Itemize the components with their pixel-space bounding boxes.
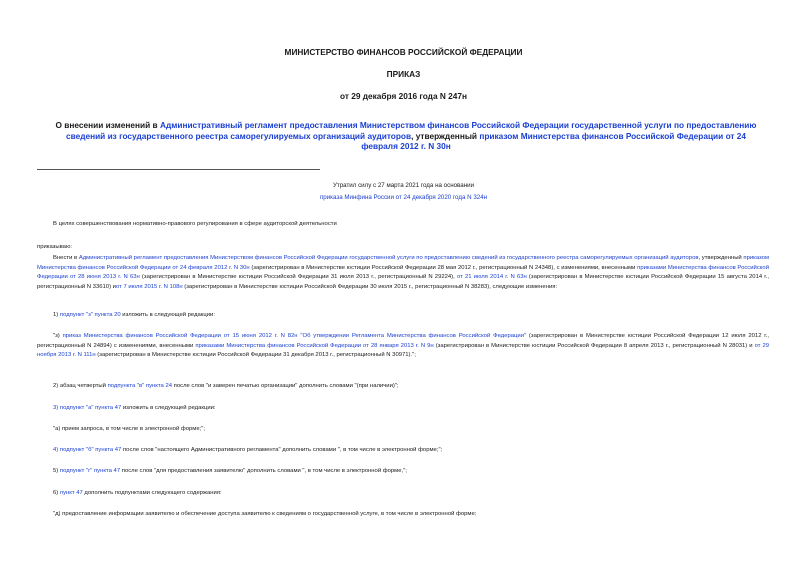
item-5-link[interactable]: подпункт "г" пункта 47: [59, 468, 121, 474]
order-word: приказываю:: [37, 244, 73, 250]
main-text: (зарегистрирован в Министерстве юстиции Российской Федерации 30 июля 2015 г., регистрационный N 38283), следующие изменения:: [182, 283, 558, 290]
item-1: [37, 311, 769, 321]
subject-order-link[interactable]: приказом Министерства финансов Российской Федерации от 24 февраля 2012 г. N 30н: [361, 130, 747, 151]
order-82n-link[interactable]: приказ Министерства финансов Российской Федерации от 15 июня 2012 г. N 82н "Об утверждении Регламента Министерства финансов Российской Федерации": [62, 333, 527, 339]
item-text: после слов "настоящего Административного регламента" дополнить словами ", в том числе в электронной форме;";: [121, 447, 443, 453]
document-subject: [52, 120, 760, 152]
item-text: изложить в следующей редакции:: [120, 312, 215, 318]
main-text: , утвержденный: [698, 255, 744, 261]
item-1-link[interactable]: подпункт "з" пункта 20: [59, 312, 121, 318]
item-text: после слов "и заверен печатью организации" дополнить словами "(при наличии)";: [172, 383, 399, 389]
item-text: 2) абзац четвертый: [53, 383, 108, 389]
item-number: 1): [53, 312, 60, 318]
quote-a-paragraph: "а) прием запроса, в том числе в электронной форме;";: [53, 426, 205, 432]
quote-text: "з): [53, 333, 63, 339]
item-3: [37, 404, 769, 414]
order-108n-link[interactable]: от 7 июля 2015 г. N 108н: [115, 283, 183, 290]
quote-z-paragraph: [37, 332, 769, 361]
item-2: [37, 382, 769, 392]
quote-d-paragraph: "д) предоставление информации заявителю и обеспечение доступа заявителю к сведениям о государственной услуге, в том числе в электронной форме;: [53, 511, 477, 517]
main-text: (зарегистрирован в Министерстве юстиции Российской Федерации 28 мая 2012 г., регистрационный N 24348), с изменениями, внесенными: [249, 264, 638, 271]
item-number: 5): [53, 468, 60, 474]
item-2-link[interactable]: подпункта "в" пункта 24: [107, 383, 173, 389]
subject-prefix: О внесении изменений в: [55, 120, 160, 130]
subject-middle: , утвержденный: [411, 130, 480, 141]
document-type: ПРИКАЗ: [386, 69, 421, 79]
quote-text: (зарегистрирован в Министерстве юстиции Российской Федерации 8 апреля 2013 г., регистрационный N 28031) и: [433, 342, 755, 349]
subject-regulation-link[interactable]: Административный регламент предоставления Министерством финансов Российской Федерации государственной услуги по предоставлению сведений из государственного реестра саморегулируемых организаций аудиторов: [65, 120, 757, 141]
order-111n-link[interactable]: от 29 ноября 2013 г. N 111н: [37, 342, 769, 359]
order-30n-link[interactable]: приказом Министерства финансов Российской Федерации от 24 февраля 2012 г. N 30н: [37, 255, 770, 271]
item-text: дополнить подпунктами следующего содержания:: [82, 490, 222, 496]
regulation-link[interactable]: Административный регламент предоставления Министерством финансов Российской Федерации государственной услуги по предоставлению сведений из государственного реестра саморегулируемых организаций аудиторов: [78, 255, 699, 261]
expiration-note: [0, 180, 807, 204]
item-4-link[interactable]: 4) подпункт "б" пункта 47: [53, 447, 122, 453]
main-text: Внести в: [53, 255, 79, 261]
divider: [37, 169, 320, 170]
expiration-link[interactable]: приказа Минфина России от 24 декабря 2020 года N 324н: [319, 194, 488, 201]
item-6: [37, 489, 769, 499]
item-number: 6): [53, 490, 60, 496]
ministry-title: МИНИСТЕРСТВО ФИНАНСОВ РОССИЙСКОЙ ФЕДЕРАЦИИ: [284, 47, 523, 57]
document-date-number: от 29 декабря 2016 года N 247н: [339, 91, 468, 101]
expiration-text: Утратил силу с 27 марта 2021 года на основании: [332, 182, 475, 189]
quote-text: (зарегистрирован в Министерстве юстиции Российской Федерации 12 июля 2012 г., регистрационный N 24894) с изменениями, внесенными: [37, 333, 770, 349]
order-9n-link[interactable]: приказами Министерства финансов Российской Федерации от 28 января 2013 г. N 9н: [195, 342, 434, 349]
item-text: после слов "для предоставления заявителю" дополнить словами ", в том числе в электронной форме,";: [120, 468, 407, 474]
item-3-link[interactable]: 3) подпункт "а" пункта 47: [53, 405, 122, 411]
purpose-paragraph: В целях совершенствования нормативно-правового регулирования в сфере аудиторской деятельности: [53, 221, 337, 227]
order-63n-2013-link[interactable]: приказами Министерства финансов Российской Федерации от 28 июня 2013 г. N 63н: [37, 264, 769, 281]
main-text: (зарегистрирован в Министерстве юстиции Российской Федерации 31 июля 2013 г., регистрационный N 29224),: [139, 274, 457, 281]
item-6-link[interactable]: пункт 47: [59, 490, 83, 496]
main-text: (зарегистрирован в Министерстве юстиции Российской Федерации 15 августа 2014 г., регистрационный N 33610) и: [37, 274, 769, 290]
order-63n-2014-link[interactable]: от 21 июля 2014 г. N 63н: [456, 274, 527, 281]
quote-text: (зарегистрирован в Министерстве юстиции Российской Федерации 31 декабря 2013 г., регистрационный N 30971).";: [95, 352, 416, 359]
main-paragraph: [37, 254, 769, 292]
item-text: изложить в следующей редакции:: [121, 405, 216, 411]
item-5: [37, 467, 769, 477]
item-4: [37, 446, 769, 456]
